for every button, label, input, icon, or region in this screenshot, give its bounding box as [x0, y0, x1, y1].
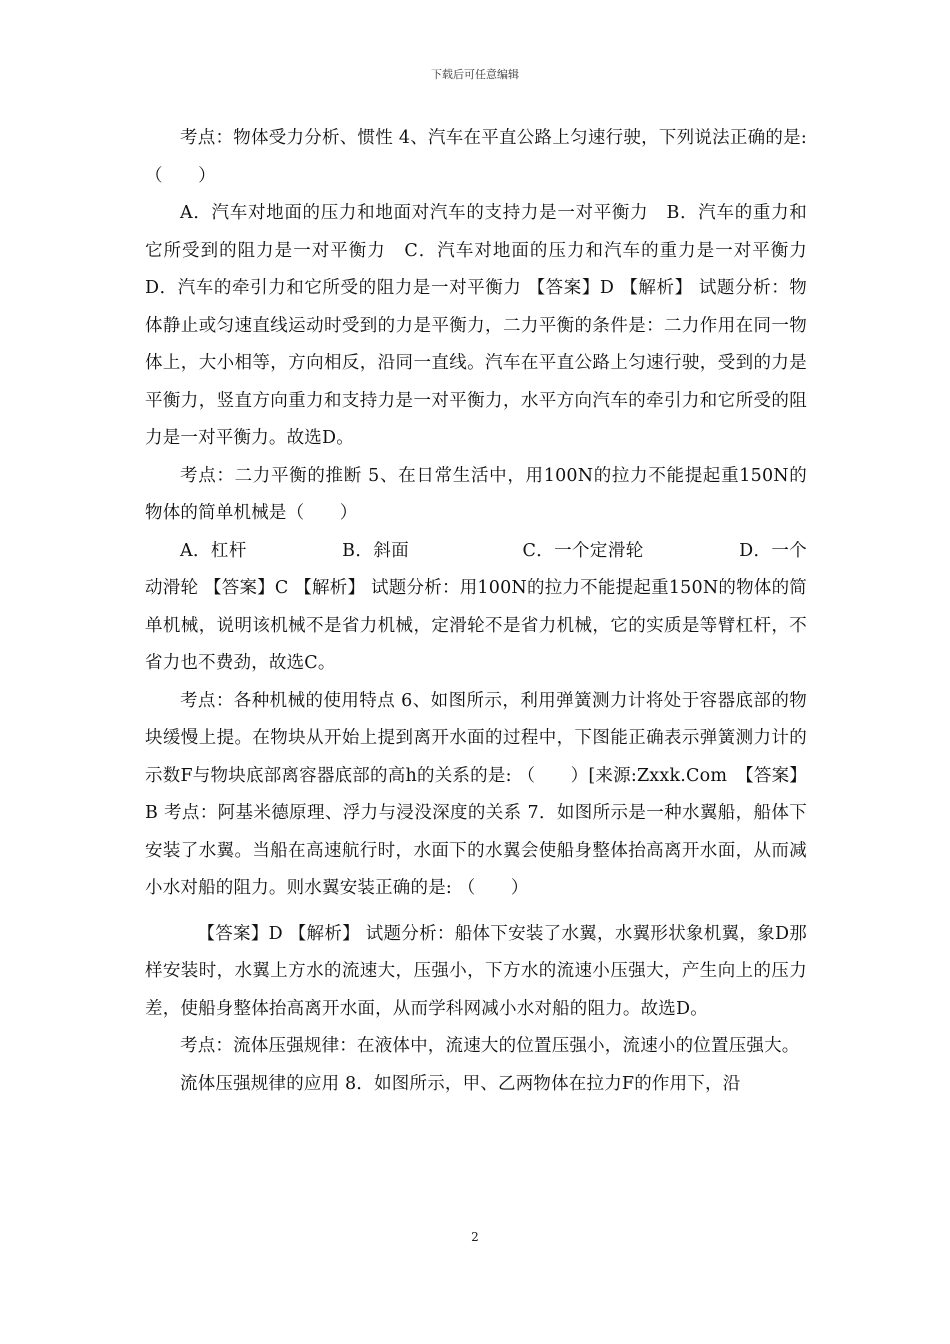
paragraph-q7-keypoint: 考点：流体压强规律：在液体中，流速大的位置压强小，流速小的位置压强大。	[180, 1036, 800, 1056]
paragraph-q4: 考点：物体受力分析、惯性 4、汽车在平直公路上匀速行驶，下列说法正确的是: （ ）	[145, 128, 807, 186]
paragraph-q8: 流体压强规律的应用 8．如图所示，甲、乙两物体在拉力F的作用下，沿	[180, 1073, 741, 1094]
paragraph-q5-options-answer: A．杠杆 B．斜面 C．一个定滑轮 D．一个动滑轮 【答案】C 【解析】 试题分析：用100N的拉力不能提起重150N的物体的简单机械，说明该机械不是省力机械，定滑轮不是省力机械，它的实质是等臂杠杆，不省力也不费劲，故选C。	[145, 540, 807, 673]
paragraph-q4-options-answer: A．汽车对地面的压力和地面对汽车的支持力是一对平衡力 B．汽车的重力和它所受到的阻力是一对平衡力 C．汽车对地面的压力和汽车的重力是一对平衡力 D．汽车的牵引力和它所受的阻力是一对平衡力 【答案】D 【解析】 试题分析：物体静止或匀速直线运动时受到的力是平衡力，二力平衡的条件是：二力作用在同一物体上，大小相等，方向相反，沿同一直线。汽车在平直公路上匀速行驶，受到的力是平衡力，竖直方向重力和支持力是一对平衡力，水平方向汽车的牵引力和它所受的阻力是一对平衡力。故选D。	[145, 203, 825, 448]
paragraph-q5: 考点：二力平衡的推断 5、在日常生活中，用100N的拉力不能提起重150N的物体的简单机械是（ ）	[145, 465, 807, 523]
page-number: 2	[471, 1230, 479, 1244]
paragraph-q7-answer: 【答案】D 【解析】 试题分析：船体下安装了水翼，水翼形状象机翼，象D那样安装时，水翼上方水的流速大，压强小，下方水的流速小压强大，产生向上的压力差，使船身整体抬高离开水面，从而学科网减小水对船的阻力。故选D。	[145, 923, 807, 1019]
paragraph-q6-q7: 考点：各种机械的使用特点 6、如图所示，利用弹簧测力计将处于容器底部的物块缓慢上提。在物块从开始上提到离开水面的过程中，下图能正确表示弹簧测力计的示数F与物块底部离容器底部的高h的关系的是: （ ）[来源:Zxxk.Com 【答案】B 考点：阿基米德原理、浮力与浸没深度的关系 7．如图所示是一种水翼船，船体下安装了水翼。当船在高速航行时，水面下的水翼会使船身整体抬高离开水面，从而减小水对船的阻力。则水翼安装正确的是: （ ）	[145, 690, 807, 898]
document-body	[145, 120, 825, 1103]
page-header: 下载后可任意编辑	[431, 68, 519, 81]
